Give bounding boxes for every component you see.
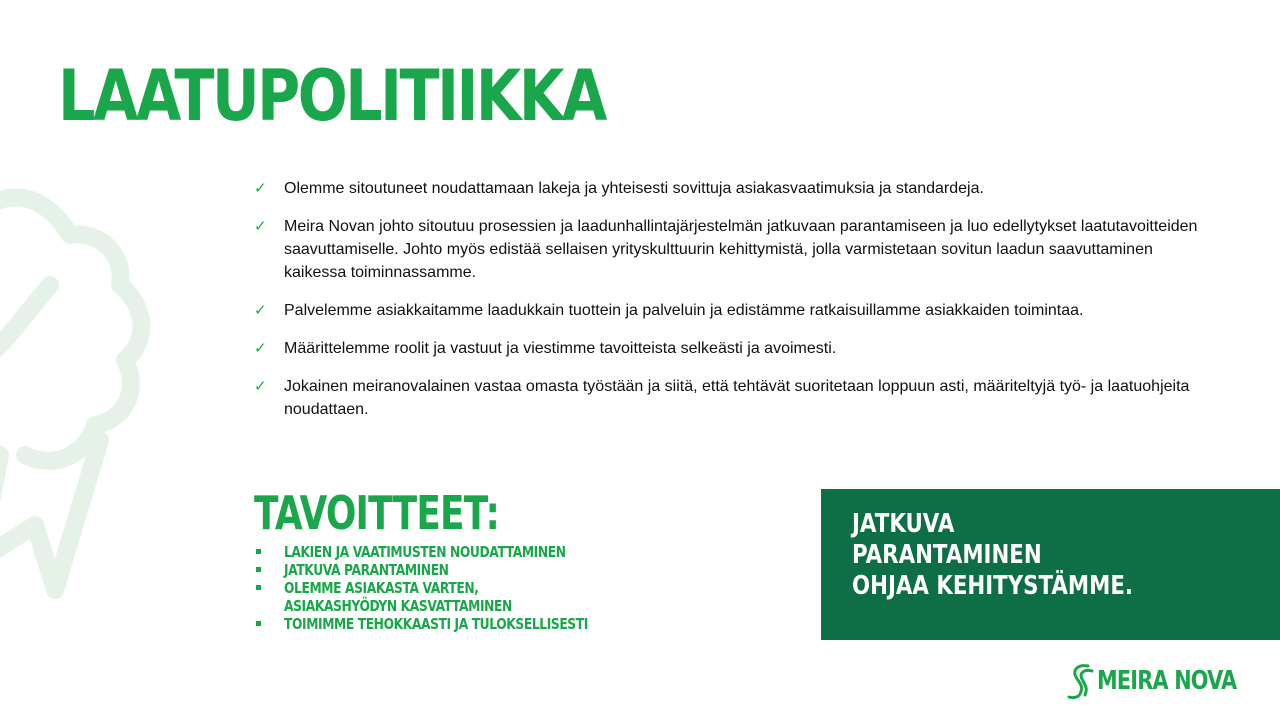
checkmark-icon: ✓ [254, 378, 267, 395]
goals-list [254, 543, 634, 633]
goal-text: JATKUVA PARANTAMINEN [284, 561, 449, 579]
goal-item [254, 543, 634, 561]
callout-text: JATKUVA PARANTAMINEN OHJAA KEHITYSTÄMME. [852, 509, 1134, 601]
logo-text: MEIRA NOVA [1097, 666, 1237, 696]
callout-box [821, 489, 1280, 640]
list-item [254, 299, 1214, 322]
bullet-square-icon [256, 621, 261, 626]
checkmark-icon: ✓ [254, 180, 267, 197]
bullet-square-icon [256, 567, 261, 572]
list-item [254, 177, 1214, 200]
policy-text: Määrittelemme roolit ja vastuut ja viestimme tavoitteista selkeästi ja avoimesti. [284, 340, 837, 357]
policy-text: Palvelemme asiakkaitamme laadukkain tuottein ja palveluin ja edistämme ratkaisuillamme asiakkaiden toimintaa. [284, 302, 1084, 319]
checkmark-icon: ✓ [254, 340, 267, 357]
goals-heading: TAVOITTEET: [254, 486, 500, 540]
page-title: LAATUPOLITIIKKA [58, 55, 605, 137]
bullet-square-icon [256, 549, 261, 554]
checkmark-icon: ✓ [254, 218, 267, 235]
goal-text: TOIMIMME TEHOKKAASTI JA TULOKSELLISESTI [284, 615, 588, 633]
list-item [254, 375, 1214, 421]
policy-list [254, 177, 1214, 436]
policy-text: Olemme sitoutuneet noudattamaan lakeja ja yhteisesti sovittuja asiakasvaatimuksia ja standardeja. [284, 180, 984, 197]
meira-nova-s-icon [1066, 662, 1094, 700]
goal-text: LAKIEN JA VAATIMUSTEN NOUDATTAMINEN [284, 543, 566, 561]
goal-text: OLEMME ASIAKASTA VARTEN, ASIAKASHYÖDYN KASVATTAMINEN [284, 579, 512, 615]
goal-item [254, 615, 634, 633]
goal-item [254, 561, 634, 579]
list-item [254, 337, 1214, 360]
checkmark-icon: ✓ [254, 302, 267, 319]
award-badge-icon [0, 180, 190, 640]
goal-item [254, 579, 634, 615]
bullet-square-icon [256, 585, 261, 590]
policy-text: Meira Novan johto sitoutuu prosessien ja laadunhallintajärjestelmän jatkuvaan parantamiseen ja luo edellytykset laatutavoitteiden saavuttamiselle. Johto myös edistää sellaisen yrityskulttuurin kehittymistä, jolla varmistetaan sovitun laadun saavuttaminen kaikessa toiminnassamme. [284, 218, 1198, 281]
list-item [254, 215, 1214, 284]
company-logo [1066, 662, 1237, 702]
policy-text: Jokainen meiranovalainen vastaa omasta työstään ja siitä, että tehtävät suoritetaan loppuun asti, määriteltyjä työ- ja laatuohjeita noudattaen. [284, 378, 1190, 418]
